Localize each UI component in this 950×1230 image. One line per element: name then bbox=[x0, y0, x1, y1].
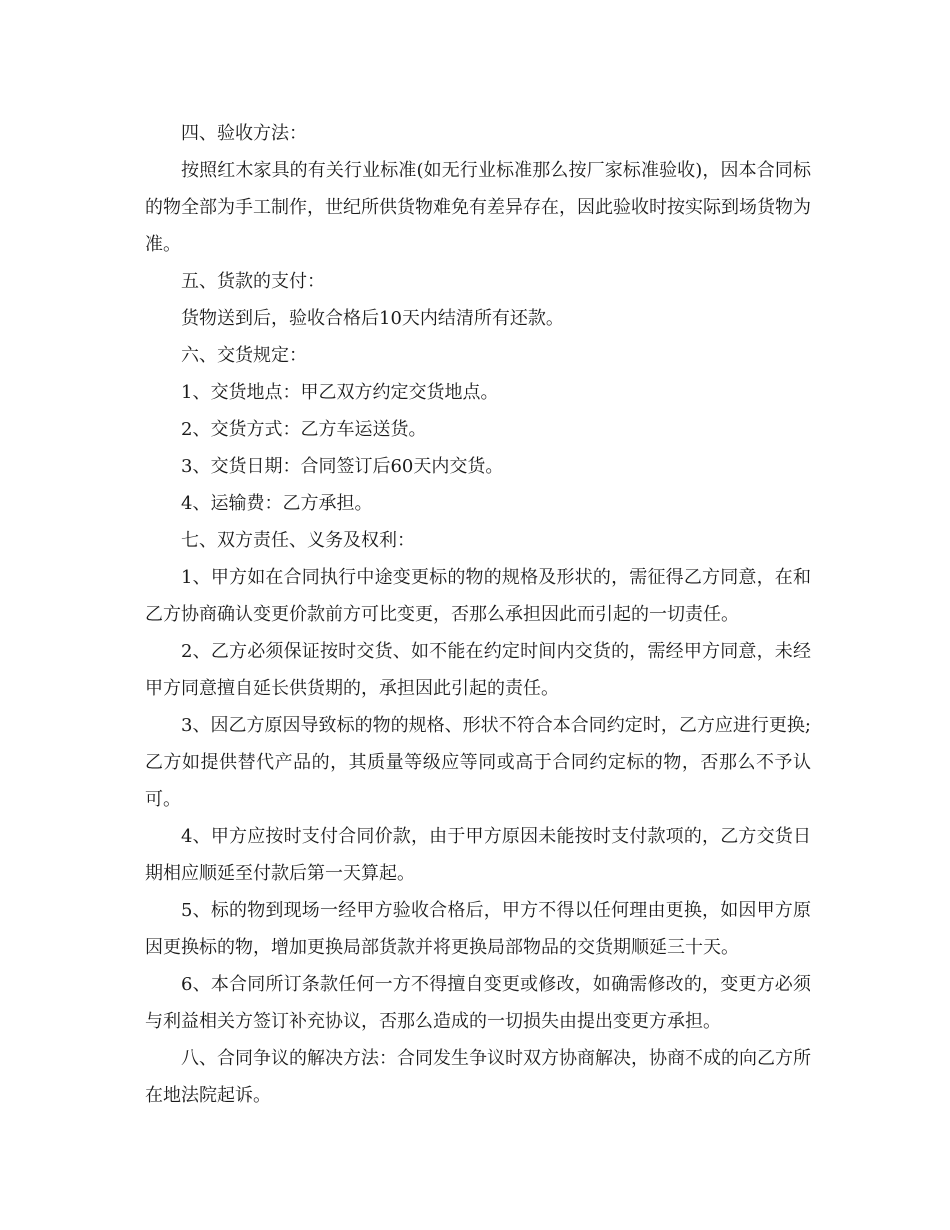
responsibility-item-5: 5、标的物到现场一经甲方验收合格后，甲方不得以任何理由更换，如因甲方原因更换标的物，增加更换局部货款并将更换局部物品的交货期顺延三十天。 bbox=[145, 900, 811, 958]
delivery-item-date: 3、交货日期：合同签订后60天内交货。 bbox=[181, 456, 504, 477]
heading-payment: 五、货款的支付： bbox=[181, 271, 325, 292]
responsibility-item-1: 1、甲方如在合同执行中途变更标的物的规格及形状的，需征得乙方同意，在和乙方协商确认变更价款前方可比变更，否那么承担因此而引起的一切责任。 bbox=[145, 567, 811, 625]
paragraph-dispute-resolution: 八、合同争议的解决方法：合同发生争议时双方协商解决，协商不成的向乙方所在地法院起诉。 bbox=[145, 1048, 811, 1106]
heading-responsibilities: 七、双方责任、义务及权利： bbox=[181, 530, 415, 551]
heading-delivery-rules: 六、交货规定： bbox=[181, 345, 307, 366]
paragraph-acceptance-standard: 按照红木家具的有关行业标准(如无行业标准那么按厂家标准验收)，因本合同标的物全部为手工制作，世纪所供货物难免有差异存在，因此验收时按实际到场货物为准。 bbox=[145, 160, 811, 255]
responsibility-item-3: 3、因乙方原因导致标的物的规格、形状不符合本合同约定时，乙方应进行更换;乙方如提供替代产品的，其质量等级应等同或高于合同约定标的物，否那么不予认可。 bbox=[145, 715, 811, 810]
paragraph-payment-terms: 货物送到后，验收合格后10天内结清所有还款。 bbox=[181, 308, 564, 329]
responsibility-item-2: 2、乙方必须保证按时交货、如不能在约定时间内交货的，需经甲方同意，未经甲方同意擅自延长供货期的，承担因此引起的责任。 bbox=[145, 641, 811, 699]
document-body bbox=[145, 115, 811, 1114]
heading-acceptance-method: 四、验收方法： bbox=[181, 123, 307, 144]
delivery-item-method: 2、交货方式：乙方车运送货。 bbox=[181, 419, 427, 440]
responsibility-item-6: 6、本合同所订条款任何一方不得擅自变更或修改，如确需修改的，变更方必须与利益相关方签订补充协议，否那么造成的一切损失由提出变更方承担。 bbox=[145, 974, 811, 1032]
responsibility-item-4: 4、甲方应按时支付合同价款，由于甲方原因未能按时支付款项的，乙方交货日期相应顺延至付款后第一天算起。 bbox=[145, 826, 811, 884]
delivery-item-location: 1、交货地点：甲乙双方约定交货地点。 bbox=[181, 382, 499, 403]
delivery-item-freight: 4、运输费：乙方承担。 bbox=[181, 493, 373, 514]
